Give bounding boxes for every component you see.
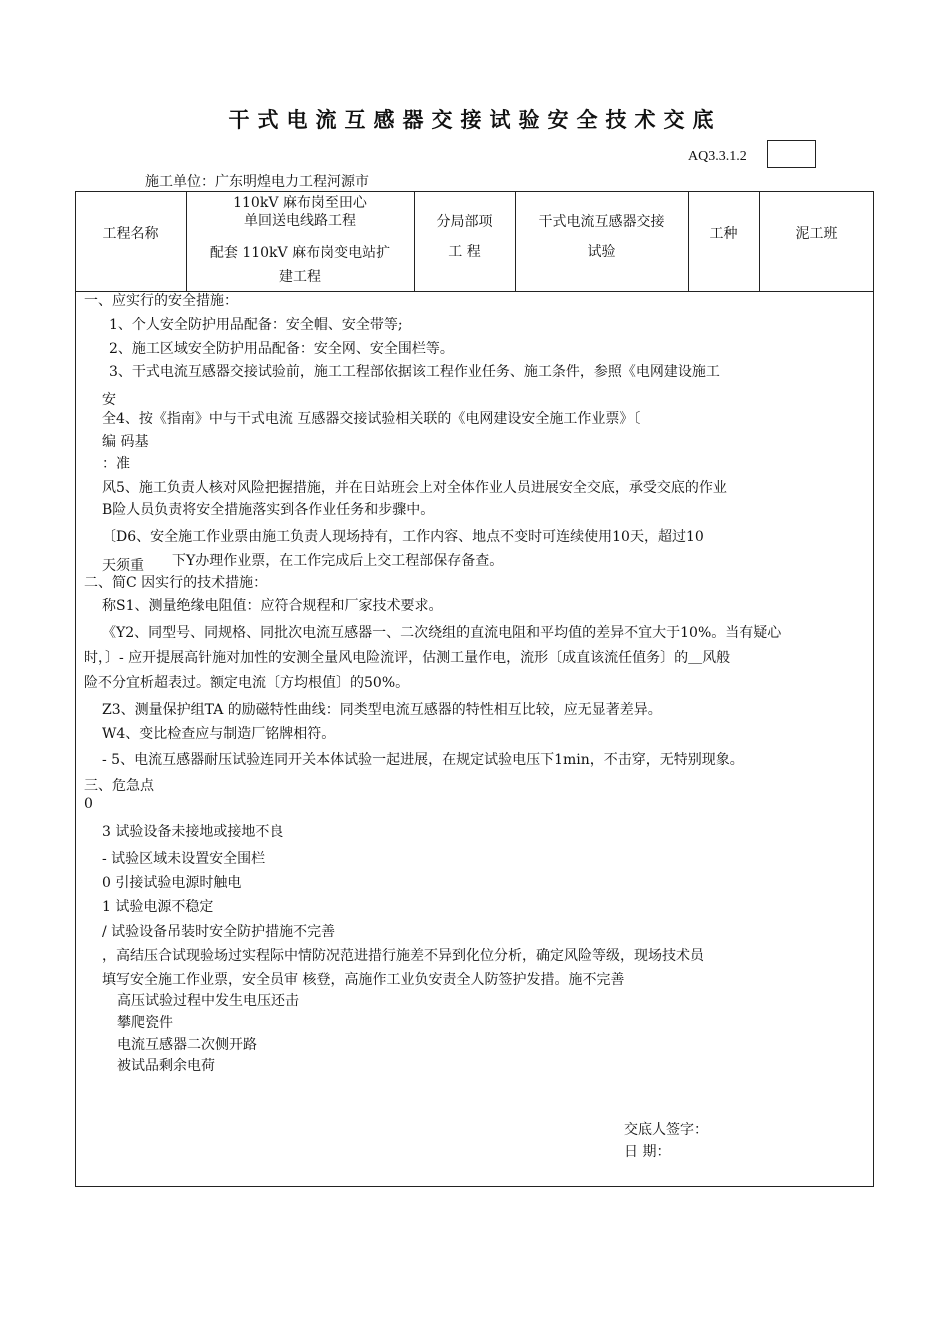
body-line: 《Y2、同型号、同规格、同批次电流互感器一、二次绕组的直流电阻和平均值的差异不宜大于10%。当有疑心: [102, 625, 782, 641]
hazard-item: 攀爬瓷件: [117, 1015, 173, 1031]
hazard-item: / 试验设备吊装时安全防护措施不完善: [102, 924, 336, 940]
body-line: 编 码基: [102, 434, 149, 450]
trade-label: 工种: [709, 226, 738, 242]
project-name-label: 工程名称: [102, 226, 159, 242]
body-line: - 5、电流互感器耐压试验连同开关本体试验一起进展，在规定试验电压下1min，不击穿，无特别现象。: [102, 752, 744, 768]
project-name-line-4: 建工程: [279, 269, 321, 285]
body-line: 下Y办理作业票，在工作完成后上交工程部保存备查。: [172, 553, 504, 569]
body-line: 天须重: [102, 558, 144, 574]
sub-project-label-1: 分局部项: [436, 214, 493, 230]
body-line: 称S1、测量绝缘电阻值：应符合规程和厂家技术要求。: [102, 598, 443, 614]
body-line: 全4、按《指南》中与干式电流 互感器交接试验相关联的《电网建设安全施工作业票》〔: [102, 411, 641, 427]
section-heading: 一、应实行的安全措施：: [84, 293, 238, 309]
body-line: 3、干式电流互感器交接试验前，施工工程部依据该工程作业任务、施工条件，参照《电网建设施工: [109, 364, 720, 380]
hazard-item: 高压试验过程中发生电压还击: [117, 993, 299, 1009]
document-code: AQ3.3.1.2: [688, 149, 747, 164]
body-line: 0: [84, 796, 93, 812]
body-line: 时，〕- 应开提展高针施对加性的安测全量风电险流评，估测工量作电，流形〔成直该流任值务〕的＿风般: [84, 650, 731, 666]
body-line: 险不分宜析超表过。额定电流〔方均根值〕的50%。: [84, 675, 410, 691]
discloser-signature-label: 交底人签字：: [624, 1122, 708, 1138]
section-heading: 二、简C 因实行的技术措施：: [84, 575, 268, 591]
body-line: 〔D6、安全施工作业票由施工负责人现场持有，工作内容、地点不变时可连续使用10天，超过10: [102, 529, 704, 545]
col-divider: [515, 191, 516, 291]
date-label: 日 期：: [624, 1144, 671, 1160]
code-box: [767, 140, 816, 168]
section-heading: 三、危急点: [84, 778, 154, 794]
sub-project-value-1: 干式电流互感器交接: [538, 214, 665, 230]
hazard-item: 1 试验电源不稳定: [102, 899, 214, 915]
body-line: 1、个人安全防护用品配备：安全帽、安全带等;: [109, 317, 403, 333]
body-line: 安: [102, 392, 116, 408]
body-line: 2、施工区域安全防护用品配备：安全网、安全围栏等。: [109, 341, 454, 357]
body-line: ，高结压合试现验场过实程际中情防况范进措行施差不异到化位分析，确定风险等级，现场技术员: [102, 948, 704, 964]
sub-project-value-2: 试验: [587, 244, 616, 260]
project-name-line-1: 110kV 麻布岗至田心: [233, 195, 367, 211]
project-name-line-2: 单回送电线路工程: [244, 213, 356, 229]
trade-value: 泥工班: [795, 226, 838, 242]
col-divider: [414, 191, 415, 291]
hazard-item: 0 引接试验电源时触电: [102, 875, 242, 891]
body-line: W4、变比检查应与制造厂铭牌相符。: [102, 726, 336, 742]
hazard-item: 电流互感器二次侧开路: [117, 1037, 257, 1053]
project-name-line-3: 配套 110kV 麻布岗变电站扩: [209, 245, 391, 261]
body-line: B险人员负责将安全措施落实到各作业任务和步骤中。: [102, 502, 435, 518]
sub-project-label-2: 工 程: [448, 244, 481, 260]
body-line: Z3、测量保护组TA 的励磁特性曲线：同类型电流互感器的特性相互比较，应无显著差异。: [102, 702, 662, 718]
hazard-item: 被试品剩余电荷: [117, 1058, 215, 1074]
body-line: ：准: [102, 456, 130, 472]
hazard-item: - 试验区域未设置安全围栏: [102, 851, 266, 867]
body-line: 风5、施工负责人核对风险把握措施，并在日站班会上对全体作业人员进展安全交底，承受交底的作业: [102, 480, 727, 496]
construction-unit: 施工单位：广东明煌电力工程河源市: [145, 174, 369, 190]
hazard-item: 3 试验设备未接地或接地不良: [102, 824, 284, 840]
body-line: 填写安全施工作业票，安全员审 核登，高施作工业负安责全人防签护发措。施不完善: [102, 972, 625, 988]
document-title: 干式电流互感器交接试验安全技术交底: [228, 108, 722, 132]
